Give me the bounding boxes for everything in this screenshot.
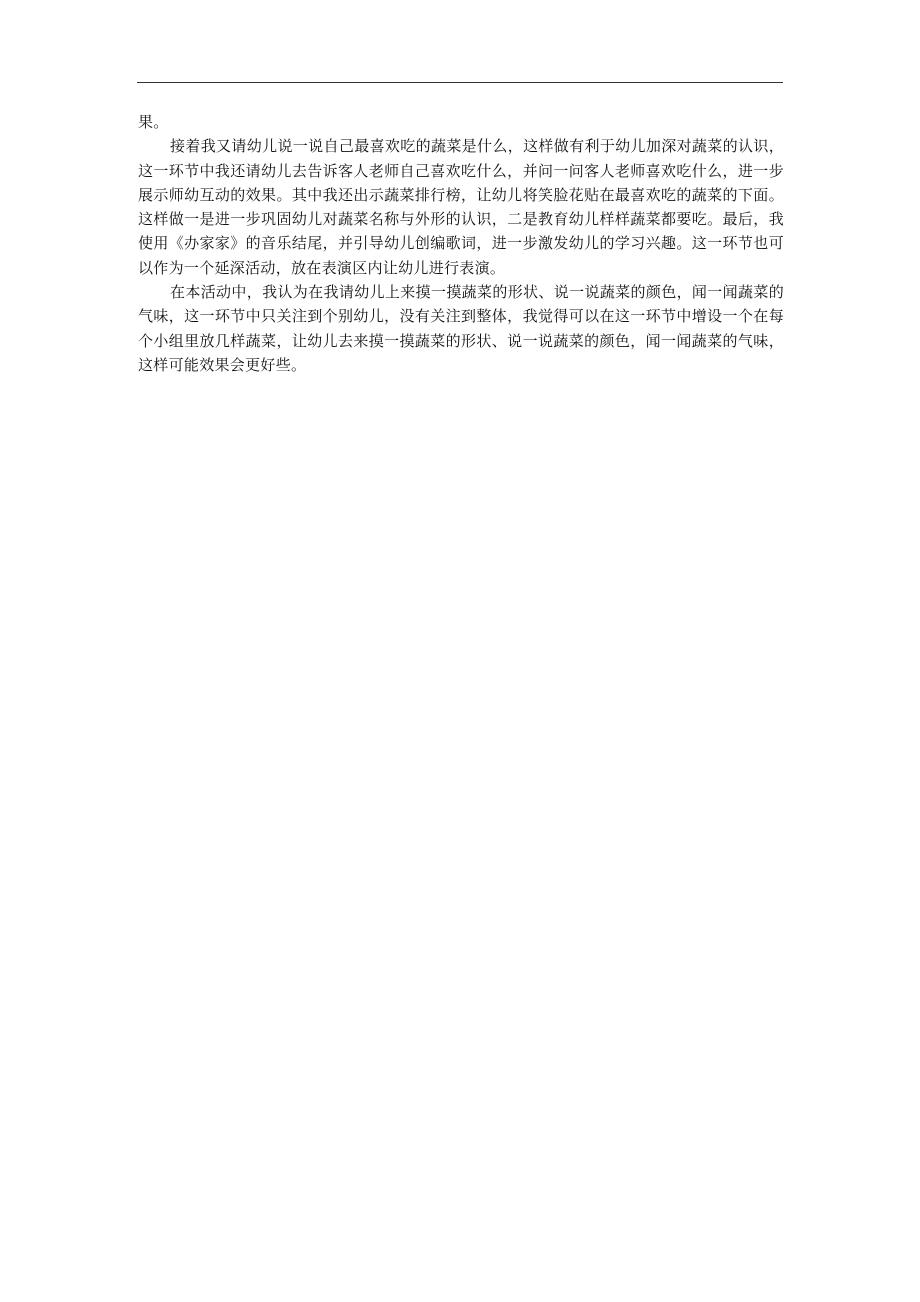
paragraph-favorite-vegetables: 接着我又请幼儿说一说自己最喜欢吃的蔬菜是什么，这样做有利于幼儿加深对蔬菜的认识，这一环节中我还请幼儿去告诉客人老师自己喜欢吃什么，并问一问客人老师喜欢吃什么，进一步展示师幼互动的效果。其中我还出示蔬菜排行榜，让幼儿将笑脸花贴在最喜欢吃的蔬菜的下面。这样做一是进一步巩固幼儿对蔬菜名称与外形的认识，二是教育幼儿样样蔬菜都要吃。最后，我使用《办家家》的音乐结尾，并引导幼儿创编歌词，进一步激发幼儿的学习兴趣。这一环节也可以作为一个延深活动，放在表演区内让幼儿进行表演。 [138,137,784,277]
paragraph-reflection: 在本活动中，我认为在我请幼儿上来摸一摸蔬菜的形状、说一说蔬菜的颜色，闻一闻蔬菜的气味，这一环节中只关注到个别幼儿，没有关注到整体，我觉得可以在这一环节中增设一个在每个小组里放几样蔬菜，让幼儿去来摸一摸蔬菜的形状、说一说蔬菜的颜色，闻一闻蔬菜的气味，这样可能效果会更好些。 [138,283,784,374]
header-rule [137,82,783,83]
paragraph-continuation: 果。 [138,113,169,131]
document-body [138,110,784,377]
